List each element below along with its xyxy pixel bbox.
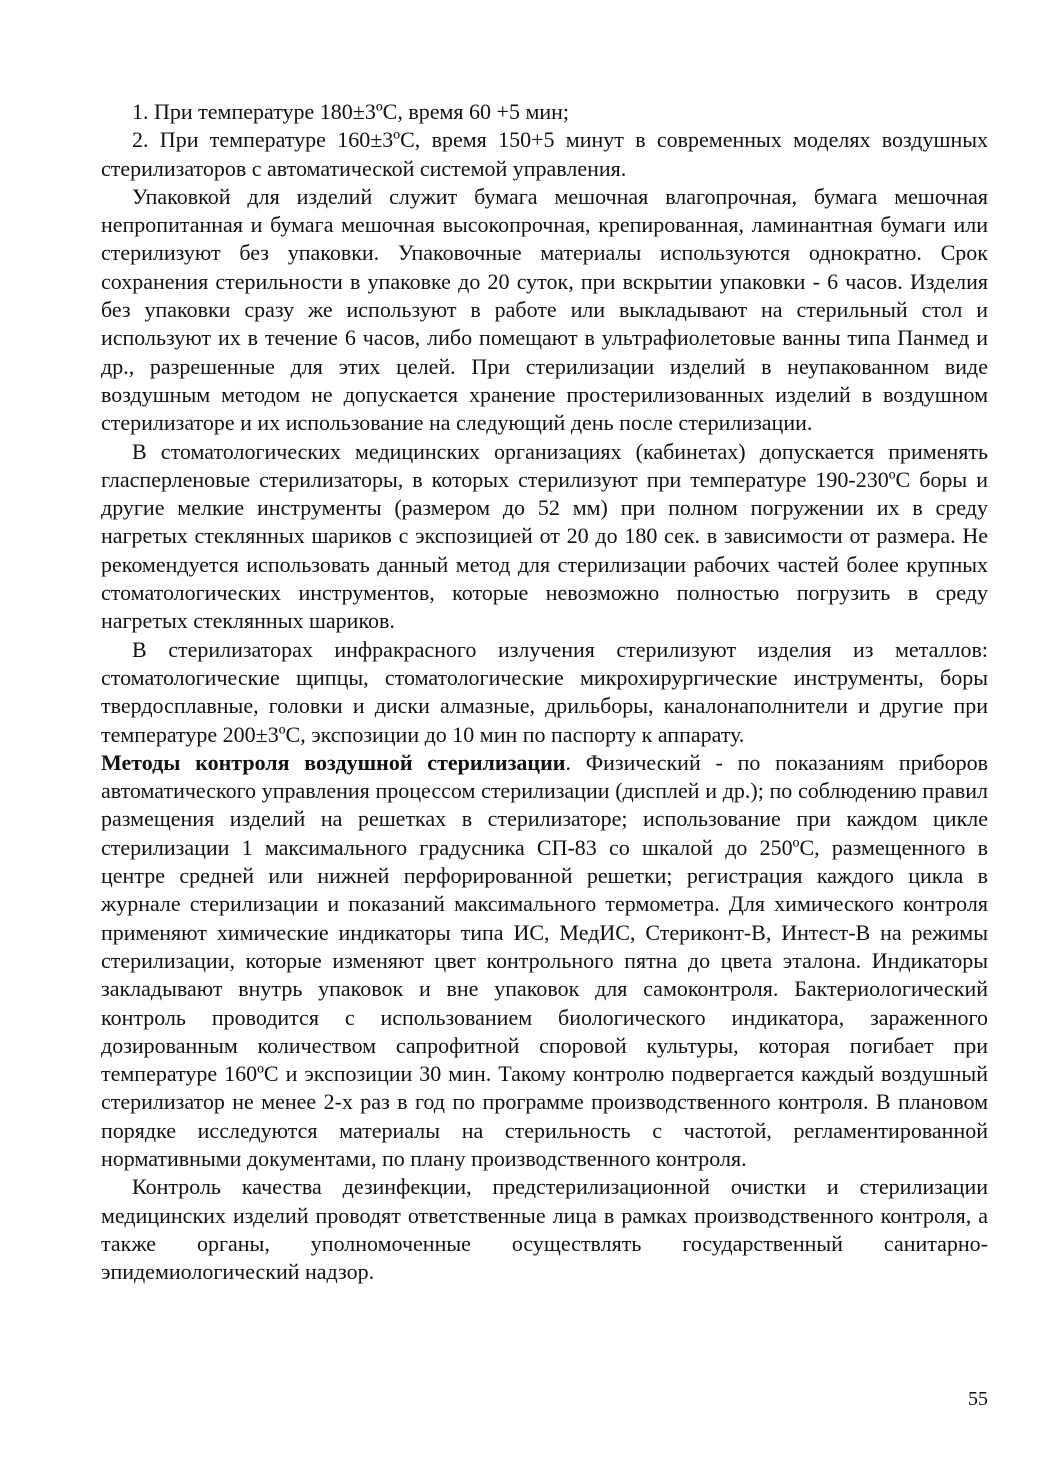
paragraph-infrared-sterilizers: [101, 636, 988, 1174]
page-number: 55: [968, 1388, 988, 1410]
document-body: [101, 98, 988, 1286]
list-item-temperature-180: 1. При температуре 180±3ºС, время 60 +5 мин;: [132, 99, 570, 124]
control-methods-text: . Физический - по показаниям приборов автоматического управления процессом стерилизации (дисплей и др.); по соблюдению правил размещения изделий на решетках в стерилизаторе; использование при каждом цикле стерилизации 1 максимального градусника СП-83 со шкалой до 250ºС, размещенного в центре средней или нижней перфорированной решетки; регистрация каждого цикла в журнале стерилизации и показаний максимального термометра. Для химического контроля применяют химические индикаторы типа ИС, МедИС, Стериконт-В, Интест-В на режимы стерилизации, которые изменяют цвет контрольного пятна до цвета эталона. Индикаторы закладывают внутрь упаковок и вне упаковок для самоконтроля. Бактериологический контроль проводится с использованием биологического индикатора, зараженного дозированным количеством сапрофитной споровой культуры, которая погибает при температуре 160ºС и экспозиции 30 мин. Такому контролю подвергается каждый воздушный стерилизатор не менее 2-х раз в год по программе производственного контроля. В плановом порядке исследуются материалы на стерильность с частотой, регламентированной нормативными документами, по плану производственного контроля.: [101, 749, 988, 1171]
list-item-temperature-160: 2. При температуре 160±3ºС, время 150+5 минут в современных моделях воздушных стерилизаторов с автоматической системой управления.: [101, 127, 988, 181]
control-methods-heading: Методы контроля воздушной стерилизации: [101, 749, 566, 775]
paragraph-quality-control: Контроль качества дезинфекции, предстерилизационной очистки и стерилизации медицинских изделий проводят ответственные лица в рамках производственного контроля, а также органы, уполномоченные осуществлять государственный санитарно-эпидемиологический надзор.: [101, 1174, 988, 1285]
paragraph-dental-sterilizers: В стоматологических медицинских организациях (кабинетах) допускается применять гласперленовые стерилизаторы, в которых стерилизуют при температуре 190-230ºС боры и другие мелкие инструменты (размером до 52 мм) при полном погружении их в среду нагретых стеклянных шариков с экспозицией от 20 до 180 сек. в зависимости от размера. Не рекомендуется использовать данный метод для стерилизации рабочих частей более крупных стоматологических инструментов, которые невозможно полностью погрузить в среду нагретых стеклянных шариков.: [101, 438, 988, 634]
infrared-intro-text: В стерилизаторах инфракрасного излучения стерилизуют изделия из металлов: стоматологические щипцы, стоматологические микрохирургические инструменты, боры твердосплавные, головки и диски алмазные, дрильборы, каналонаполнители и другие при температуре 200±3ºС, экспозиции до 10 мин по паспорту к аппарату.: [101, 636, 988, 747]
paragraph-packaging: Упаковкой для изделий служит бумага мешочная влагопрочная, бумага мешочная непропитанная и бумага мешочная высокопрочная, крепированная, ламинантная бумаги или стерилизуют без упаковки. Упаковочные материалы используются однократно. Срок сохранения стерильности в упаковке до 20 суток, при вскрытии упаковки - 6 часов. Изделия без упаковки сразу же используют в работе или выкладывают на стерильный стол и используют их в течение 6 часов, либо помещают в ультрафиолетовые ванны типа Панмед и др., разрешенные для этих целей. При стерилизации изделий в неупакованном виде воздушным методом не допускается хранение простерилизованных изделий в воздушном стерилизаторе и их использование на следующий день после стерилизации.: [101, 183, 988, 436]
